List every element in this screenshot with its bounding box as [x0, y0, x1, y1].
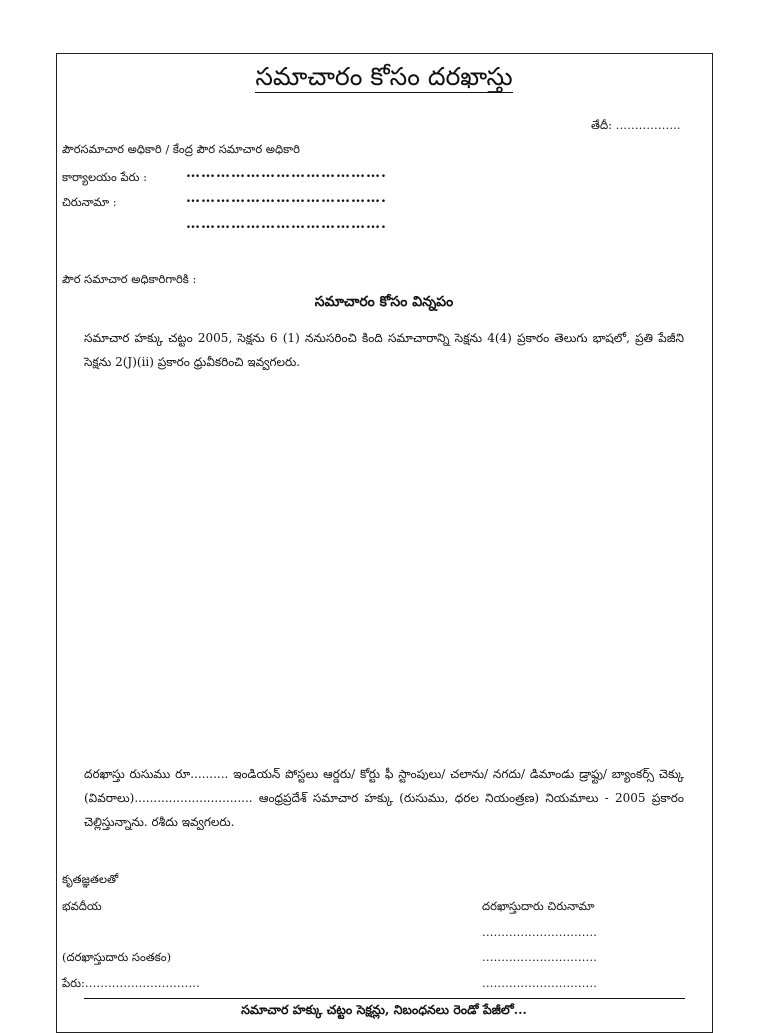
name-field: పేరు:………………………… [62, 976, 200, 990]
thanks-text: కృతజ్ఞతలతో [62, 872, 119, 886]
office-name-blank: …………………………………. [186, 165, 387, 181]
date-field: తేదీ: …………….. [591, 118, 681, 132]
applicant-address-label: దరఖాస్తుదారు చిరునామా [482, 899, 595, 913]
to-officer-label: పౌర సమాచార అధికారిగారికి : [62, 272, 197, 286]
addressee-line: పౌరసమాచార అధికారి / కేంద్ర పౌర సమాచార అధికారి [62, 142, 300, 156]
address-blank-1: …………………………………. [186, 190, 387, 206]
request-heading: సమాచారం కోసం విన్నపం [314, 294, 454, 310]
yours-text: భవదీయ [62, 899, 102, 913]
office-name-label: కార్యాలయం పేరు : [62, 170, 147, 184]
address-label: చిరునామా : [62, 195, 117, 209]
signature-label: (దరఖాస్తుదారు సంతకం) [62, 950, 172, 964]
footer-note: సమాచార హక్కు చట్టం సెక్షన్లు, నిబంధనలు రెండో పేజీలో... [241, 1002, 527, 1017]
request-paragraph: సమాచార హక్కు చట్టం 2005, సెక్షను 6 (1) ననుసరించి కింది సమాచారాన్ని సెక్షను 4(4) ప్రకారం తెలుగు భాషలో, ప్రతి పేజీని సెక్షను 2(J)(ii) ప్రకారం ధ్రువీకరించి ఇవ్వగలరు. [84, 331, 684, 369]
fee-paragraph: దరఖాస్తు రుసుము రూ.......... ఇండియన్ పోస్టలు ఆర్డరు/ కోర్టు ఫీ స్టాంపులు/ చలాను/ నగదు/ డిమాండు డ్రాఫ్టు/ బ్యాంకర్స్ చెక్కు (వివరాలు)............................... ఆంధ్రప్రదేశ్ సమాచార హక్కు (రుసుము, ధరల నియంత్రణ) నియమాలు - 2005 ప్రకారం చెల్లిస్తున్నాను. రశీదు ఇవ్వగలరు. [84, 767, 684, 829]
address-blank-2: …………………………………. [186, 216, 387, 232]
footer-divider [84, 998, 685, 999]
applicant-address-blank-3: ………………………… [482, 976, 597, 990]
applicant-address-blank-1: ………………………… [482, 925, 597, 939]
form-title: సమాచారం కోసం దరఖాస్తు [255, 62, 513, 91]
applicant-address-blank-2: ………………………… [482, 950, 597, 964]
